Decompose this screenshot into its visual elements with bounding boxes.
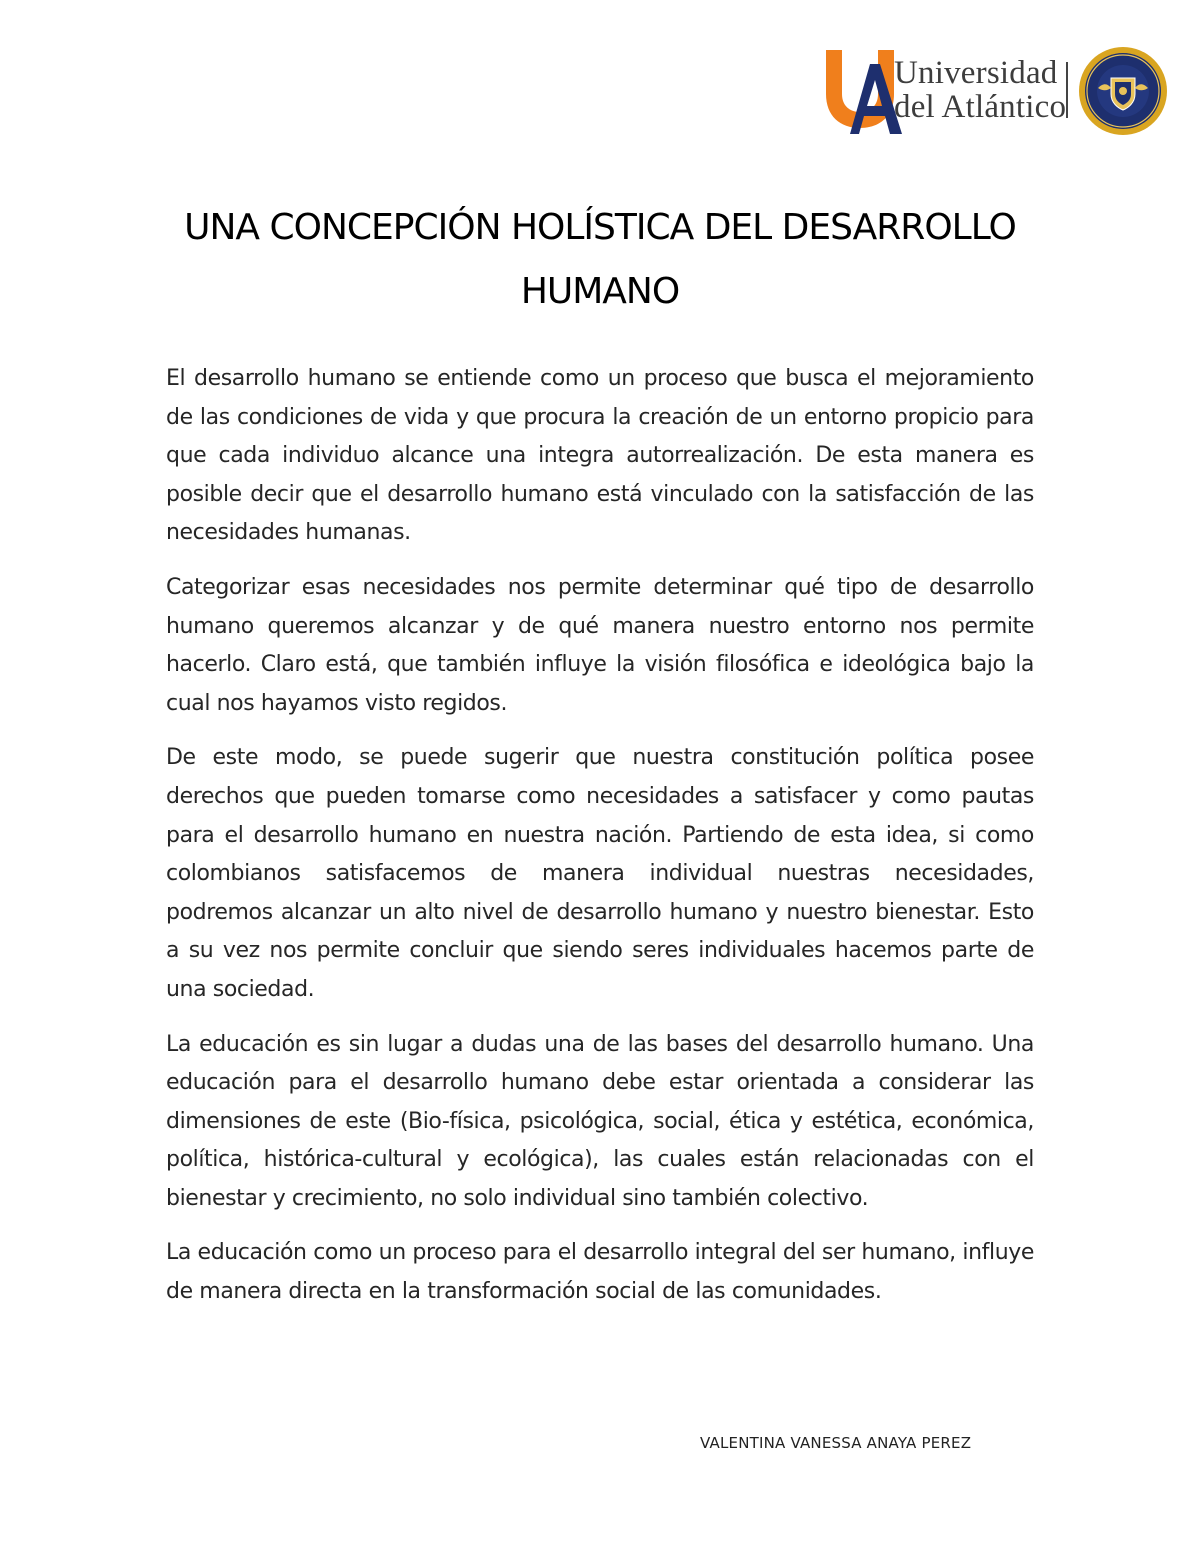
paragraph: El desarrollo humano se entiende como un proceso que busca el mejoramiento de las condiciones de vida y que procura la creación de un entorno propicio para que cada individuo alcance una integra autorrealización. De esta manera es posible decir que el desarrollo humano está vinculado con la satisfacción de las necesidades humanas. xyxy=(166,366,1034,546)
document-title: UNA CONCEPCIÓN HOLÍSTICA DEL DESARROLLO HUMANO xyxy=(184,207,1016,312)
logo-divider xyxy=(1066,62,1068,118)
logo-wordmark xyxy=(894,56,1066,124)
university-seal-icon xyxy=(1078,46,1168,136)
paragraph: Categorizar esas necesidades nos permite determinar qué tipo de desarrollo humano queremos alcanzar y de qué manera nuestro entorno nos permite hacerlo. Claro está, que también influye la visión filosófica e ideológica bajo la cual nos hayamos visto regidos. xyxy=(166,574,1034,716)
logo-line-2: del Atlántico xyxy=(894,89,1067,125)
author-name: VALENTINA VANESSA ANAYA PEREZ xyxy=(700,1434,972,1452)
paragraph: La educación como un proceso para el desarrollo integral del ser humano, influye de manera directa en la transformación social de las comunidades. xyxy=(166,1240,1034,1305)
document-body xyxy=(166,360,1034,1328)
university-logo xyxy=(822,44,1172,144)
logo-line-1: Universidad xyxy=(894,55,1058,91)
paragraph: La educación es sin lugar a dudas una de las bases del desarrollo humano. Una educación para el desarrollo humano debe estar orientada a considerar las dimensiones de este (Bio-física, psicológica, social, ética y estética, económica, política, histórica-cultural y ecológica), las cuales están relacionadas con el bienestar y crecimiento, no solo individual sino también colectivo. xyxy=(166,1031,1034,1211)
ua-monogram-icon xyxy=(822,44,904,136)
paragraph: De este modo, se puede sugerir que nuestra constitución política posee derechos que pueden tomarse como necesidades a satisfacer y como pautas para el desarrollo humano en nuestra nación. Partiendo de esta idea, si como colombianos satisfacemos de manera individual nuestras necesidades, podremos alcanzar un alto nivel de desarrollo humano y nuestro bienestar. Esto a su vez nos permite concluir que siendo seres individuales hacemos parte de una sociedad. xyxy=(166,745,1034,1002)
